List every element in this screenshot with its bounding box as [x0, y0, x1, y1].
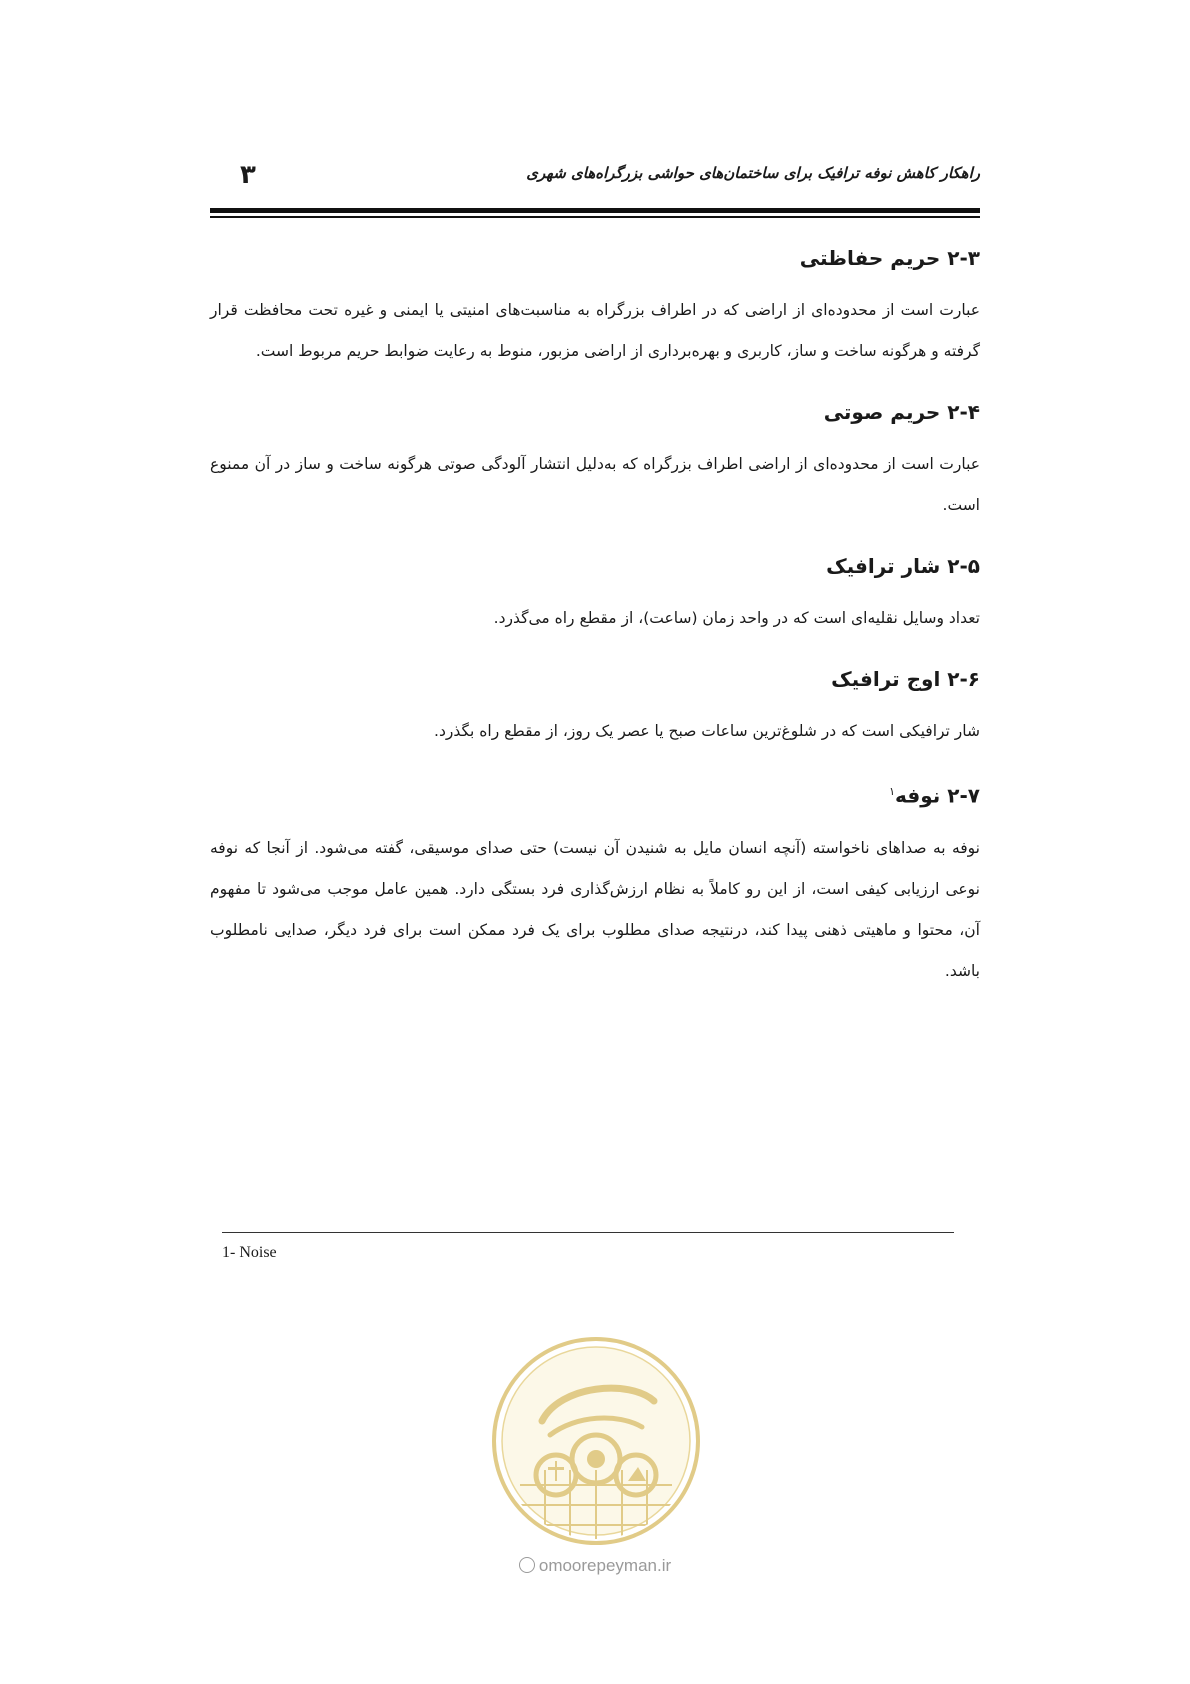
section-body: تعداد وسایل نقلیه‌ای است که در واحد زمان (ساعت)، از مقطع راه می‌گذرد. [493, 609, 980, 627]
globe-icon [519, 1557, 535, 1573]
section-body: شار ترافیکی است که در شلوغ‌ترین ساعات صبح یا عصر یک روز، از مقطع راه بگذرد. [434, 722, 980, 740]
section-noise [210, 774, 980, 992]
running-title: راهکار کاهش نوفه ترافیک برای ساختمان‌های حواشی بزرگراه‌های شهری [526, 164, 980, 182]
watermark-url-text: omoorepeyman.ir [538, 1556, 672, 1575]
section-title: ۲-۵ شار ترافیک [826, 554, 980, 578]
section-acoustic-buffer [210, 394, 980, 526]
section-title: ۲-۳ حریم حفاظتی [799, 246, 980, 270]
footnote-rule [222, 1232, 954, 1233]
header-rule-thin [210, 216, 980, 218]
section-protective-buffer [210, 240, 980, 372]
section-title-text: ۲-۷ نوفه [895, 783, 980, 808]
header-rule-thick [210, 208, 980, 213]
section-title: ۲-۶ اوج ترافیک [831, 667, 980, 691]
footnote: 1- Noise [222, 1244, 277, 1261]
section-traffic-flow [210, 548, 980, 639]
footnote-marker: ۱ [889, 785, 896, 798]
section-body: عبارت است از محدوده‌ای از اراضی که در اطراف بزرگراه به مناسبت‌های امنیتی یا ایمنی و غیره تحت محافظت قرار گرفته و هرگونه ساخت و ساز، کاربری و بهره‌برداری از اراضی مزبور، منوط به رعایت ضوابط حریم مربوط است. [210, 301, 980, 360]
page-number: ۳ [240, 160, 256, 190]
section-body: عبارت است از محدوده‌ای از اراضی اطراف بزرگراه که به‌دلیل انتشار آلودگی صوتی هرگونه ساخت و ساز در آن ممنوع است. [210, 455, 980, 514]
section-body: نوفه به صداهای ناخواسته (آنچه انسان مایل به شنیدن آن نیست) حتی صدای موسیقی، گفته می‌شود. از آنجا که نوفه نوعی ارزیابی کیفی است، از این رو کاملاً به نظام ارزش‌گذاری فرد بستگی دارد. همین عامل موجب می‌شود تا مفهوم آن، محتوا و ماهیتی ذهنی پیدا کند، درنتیجه صدای مطلوب برای یک فرد ممکن است برای فرد دیگر، صدایی نامطلوب باشد. [210, 838, 980, 980]
watermark-seal-icon [490, 1335, 702, 1547]
section-title-noise [210, 774, 980, 814]
page-header [210, 160, 980, 194]
section-title: ۲-۴ حریم صوتی [823, 400, 980, 424]
main-content [210, 240, 980, 1014]
watermark-url [0, 1556, 1190, 1576]
section-peak-traffic [210, 661, 980, 752]
